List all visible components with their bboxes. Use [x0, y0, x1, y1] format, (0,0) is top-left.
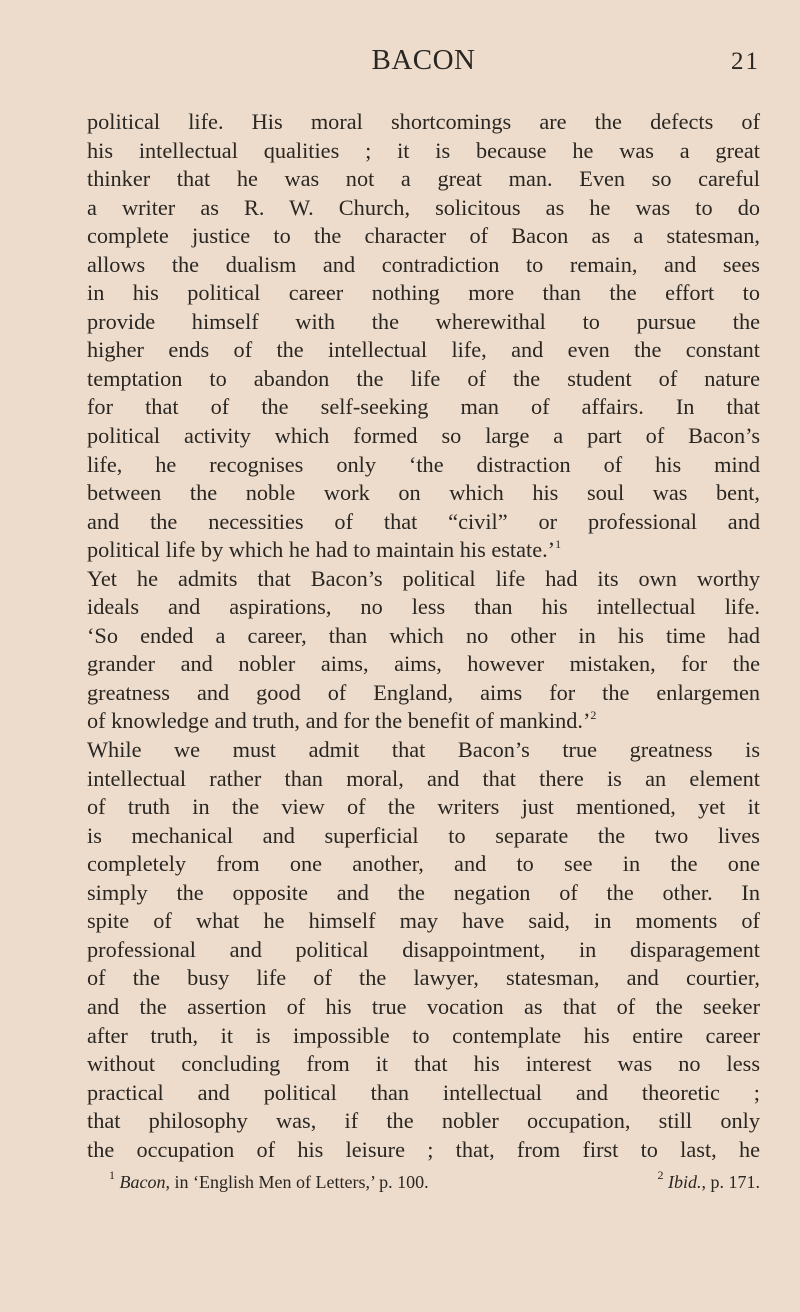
line-text: spite of what he himself may have said, in moments of	[87, 908, 760, 934]
line-text: ‘So ended a career, than which no other in his time had	[87, 622, 760, 648]
text-line	[87, 1107, 760, 1136]
line-text: Yet he admits that Bacon’s political life had its own worthy	[87, 565, 760, 591]
line-text: after truth, it is impossible to contemplate his entire career	[87, 1022, 760, 1048]
text-line	[87, 422, 760, 451]
text-line	[87, 850, 760, 879]
line-text: thinker that he was not a great man. Even so careful	[87, 166, 760, 192]
line-text: political activity which formed so large a part of Bacon’s	[87, 423, 760, 449]
line-text: complete justice to the character of Bacon as a statesman,	[87, 223, 760, 249]
line-text: ideals and aspirations, no less than his intellectual life.	[87, 594, 760, 620]
text-line	[87, 108, 760, 137]
text-line	[87, 964, 760, 993]
text-line	[87, 765, 760, 794]
text-line	[87, 222, 760, 251]
line-text: of the busy life of the lawyer, statesman, and courtier,	[87, 965, 760, 991]
running-title: BACON	[371, 44, 476, 76]
line-text: the occupation of his leisure ; that, from first to last, he	[87, 1136, 760, 1162]
text-line	[87, 165, 760, 194]
body-text	[87, 108, 760, 1164]
footnote-mark: 1	[109, 1168, 115, 1182]
text-line	[87, 137, 760, 166]
text-line	[87, 936, 760, 965]
line-text: professional and political disappointment, in disparagement	[87, 936, 760, 962]
page-number: 21	[731, 48, 760, 75]
line-text: without concluding from it that his interest was no less	[87, 1051, 760, 1077]
footnote-reference: 1	[555, 537, 562, 552]
line-text: provide himself with the wherewithal to pursue the	[87, 308, 760, 334]
footnotes	[87, 1168, 760, 1193]
text-line	[87, 393, 760, 422]
footnote-mark: 2	[657, 1168, 664, 1182]
line-text: higher ends of the intellectual life, and even the constant	[87, 337, 760, 363]
text-line	[87, 879, 760, 908]
text-line	[87, 194, 760, 223]
line-text: simply the opposite and the negation of the other. In	[87, 879, 760, 905]
line-text: While we must admit that Bacon’s true greatness is	[87, 737, 760, 763]
text-line	[87, 1022, 760, 1051]
line-text: grander and nobler aims, aims, however mistaken, for the	[87, 651, 760, 677]
text-line	[87, 593, 760, 622]
line-text: of knowledge and truth, and for the benefit of mankind.’	[87, 708, 591, 734]
line-text: in his political career nothing more than the effort to	[87, 280, 760, 306]
text-line	[87, 308, 760, 337]
text-line	[87, 479, 760, 508]
text-line	[87, 1079, 760, 1108]
line-text: that philosophy was, if the nobler occupation, still only	[87, 1108, 760, 1134]
line-text: completely from one another, and to see in the one	[87, 851, 760, 877]
footnote-text: , p. 171.	[701, 1172, 760, 1192]
text-line	[87, 508, 760, 537]
line-text: his intellectual qualities ; it is because he was a great	[87, 137, 760, 163]
text-line	[87, 251, 760, 280]
text-line	[87, 622, 760, 651]
text-line	[87, 279, 760, 308]
text-line	[87, 565, 760, 594]
text-line	[87, 451, 760, 480]
footnote-reference: 2	[590, 708, 597, 723]
text-line	[87, 707, 760, 736]
text-line	[87, 993, 760, 1022]
text-line	[87, 1050, 760, 1079]
line-text: greatness and good of England, aims for the enlargemen	[87, 679, 760, 705]
line-text: for that of the self-seeking man of affairs. In that	[87, 394, 760, 420]
footnote-title: Bacon	[119, 1172, 166, 1192]
line-text: allows the dualism and contradiction to remain, and sees	[87, 251, 760, 277]
text-line	[87, 907, 760, 936]
text-line	[87, 822, 760, 851]
text-line	[87, 679, 760, 708]
line-text: practical and political than intellectual and theoretic ;	[87, 1079, 760, 1105]
line-text: and the necessities of that “civil” or professional and	[87, 508, 760, 534]
footnote-2	[657, 1168, 761, 1193]
footnote-text: , in ‘English Men of Letters,’ p. 100.	[165, 1172, 429, 1192]
text-line	[87, 650, 760, 679]
text-line	[87, 1136, 760, 1165]
line-text: temptation to abandon the life of the student of nature	[87, 365, 760, 391]
line-text: political life. His moral shortcomings are the defects of	[87, 109, 760, 134]
text-line	[87, 793, 760, 822]
line-text: is mechanical and superficial to separate the two lives	[87, 822, 760, 848]
line-text: intellectual rather than moral, and that there is an element	[87, 765, 760, 791]
line-text: a writer as R. W. Church, solicitous as he was to do	[87, 194, 760, 220]
line-text: of truth in the view of the writers just mentioned, yet it	[87, 794, 760, 820]
text-line	[87, 336, 760, 365]
text-line	[87, 365, 760, 394]
text-line	[87, 536, 760, 565]
text-line	[87, 736, 760, 765]
line-text: political life by which he had to maintain his estate.’	[87, 537, 556, 563]
footnote-1	[109, 1168, 429, 1193]
footnote-title: Ibid.	[668, 1172, 702, 1192]
line-text: between the noble work on which his soul was bent,	[87, 480, 760, 506]
running-header	[87, 44, 760, 84]
line-text: and the assertion of his true vocation as that of the seeker	[87, 993, 760, 1019]
line-text: life, he recognises only ‘the distraction of his mind	[87, 451, 760, 477]
